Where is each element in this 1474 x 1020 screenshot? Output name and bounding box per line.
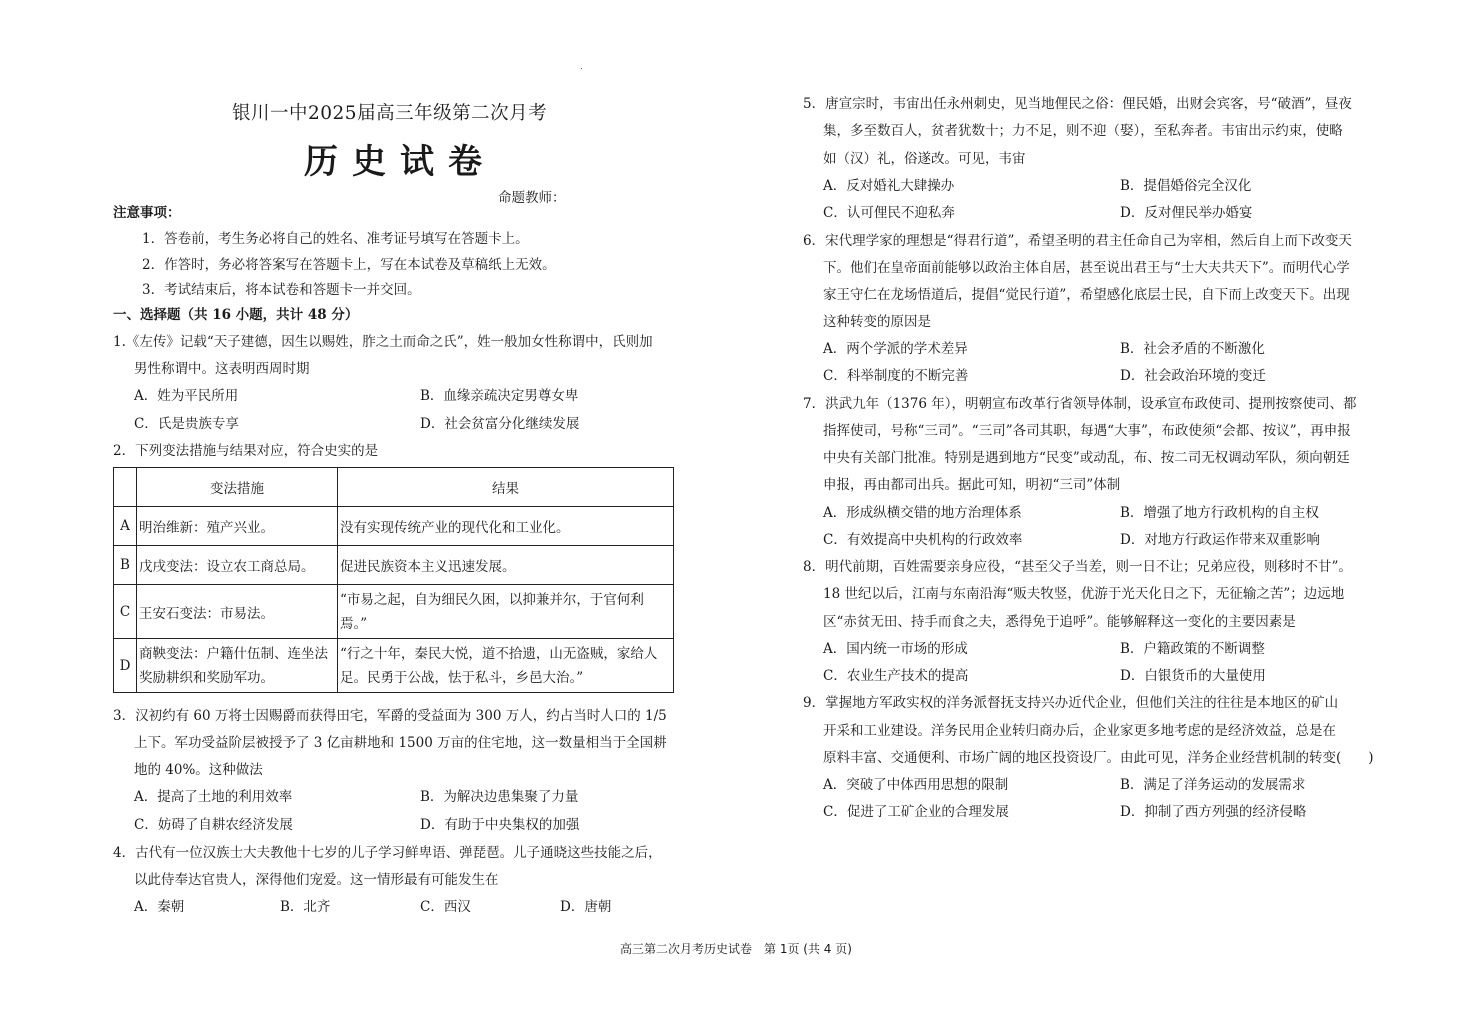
q7-stem: 中央有关部门批准。特别是遇到地方“民变”或动乱，布、按二司无权调动军队，须向朝廷 [823,450,1350,466]
row-result-line: “市易之起，自为细民久困，以抑兼并尔，于官何利 [340,591,644,608]
q4-option-c: C．西汉 [420,899,471,915]
q9-stem: 9．掌握地方军政实权的洋务派督抚支持兴办近代企业，但他们关注的往往是本地区的矿山 [803,695,1339,711]
q9-option-a: A．突破了中体西用思想的限制 [823,777,1009,793]
row-measure: 王安石变法：市易法。 [137,585,338,639]
row-key: B [114,546,137,585]
q1-stem: 男性称谓中。这表明西周时期 [134,361,310,377]
row-result [338,585,674,639]
q6-stem: 这种转变的原因是 [823,314,931,330]
q1-option-c: C．氏是贵族专享 [134,416,239,432]
q5-option-c: C．认可俚民不迎私奔 [823,205,955,221]
row-key: D [114,639,137,693]
row-result-line: 焉。” [340,615,368,632]
q8-option-a: A．国内统一市场的形成 [823,641,968,657]
row-measure-line: 商鞅变法：户籍什伍制、连坐法 [139,645,328,662]
row-key: C [114,585,137,639]
q8-stem: 8．明代前期，百姓需要亲身应役，“甚至父子当差，则一日不让；兄弟应役，则移时不甘”。 [803,559,1352,575]
row-measure-line: 奖励耕织和奖励军功。 [139,669,274,686]
row-measure: 明治维新：殖产兴业。 [137,507,338,546]
q1-option-d: D．社会贫富分化继续发展 [420,416,580,432]
q4-option-a: A．秦朝 [134,899,185,915]
q7-option-d: D．对地方行政运作带来双重影响 [1120,532,1320,548]
note-item: 3．考试结束后，将本试卷和答题卡一并交回。 [142,282,421,298]
q6-option-a: A．两个学派的学术差异 [823,341,968,357]
q3-stem: 地的 40%。这种做法 [134,762,263,778]
note-item: 2．作答时，务必将答案写在答题卡上，写在本试卷及草稿纸上无效。 [142,257,556,273]
q7-option-c: C．有效提高中央机构的行政效率 [823,532,1023,548]
q3-option-a: A．提高了土地的利用效率 [134,789,293,805]
q7-stem: 申报，再由都司出兵。据此可知，明初“三司”体制 [823,477,1121,493]
q4-stem: 4．古代有一位汉族士大夫教他十七岁的儿子学习鲜卑语、弹琵琶。儿子通晓这些技能之后， [113,845,662,861]
q3-option-c: C．妨碍了自耕农经济发展 [134,817,293,833]
q2-stem: 2．下列变法措施与结果对应，符合史实的是 [113,443,379,459]
section-heading: 一、选择题（共 16 小题，共计 48 分） [113,307,359,323]
table-header-row [114,468,674,507]
table-header-cell: 结果 [338,468,674,507]
row-result-line: 足。民勇于公战，怯于私斗，乡邑大治。” [340,669,584,686]
row-result: 促进民族资本主义迅速发展。 [338,546,674,585]
q5-stem: 如（汉）礼，俗遂改。可见，韦宙 [823,151,1026,167]
q3-stem: 3．汉初约有 60 万将士因赐爵而获得田宅，军爵的受益面为 300 万人，约占当时人口的 1/5 [113,708,667,724]
q5-stem: 5．唐宣宗时，韦宙出任永州刺史，见当地俚民之俗：俚民婚，出财会宾客，号“破酒”，昼夜 [803,96,1352,112]
q6-stem: 下。他们在皇帝面前能够以政治主体自居，甚至说出君王与“士大夫共天下”。而明代心学 [823,260,1350,276]
q7-option-b: B．增强了地方行政机构的自主权 [1120,505,1319,521]
exam-title: 银川一中2025届高三年级第二次月考 [232,103,548,124]
row-result-line: “行之十年，秦民大悦，道不拾遗，山无盗贼，家给人 [340,645,658,662]
q5-option-b: B．提倡婚俗完全汉化 [1120,178,1252,194]
row-measure: 戊戌变法：设立农工商总局。 [137,546,338,585]
q9-option-b: B．满足了洋务运动的发展需求 [1120,777,1306,793]
q8-stem: 区“赤贫无田、持手而食之夫，悉得免于追呼”。能够解释这一变化的主要因素是 [823,614,1296,630]
q6-option-c: C．科举制度的不断完善 [823,368,969,384]
q4-option-b: B．北齐 [280,899,331,915]
notes-heading: 注意事项： [113,205,181,221]
q1-option-b: B．血缘亲疏决定男尊女卑 [420,388,579,404]
page-footer: 高三第二次月考历史试卷 第 1页 (共 4 页) [620,942,852,956]
header-dot: . [580,62,583,71]
row-result: 没有实现传统产业的现代化和工业化。 [338,507,674,546]
table-row [114,546,674,585]
q9-option-c: C．促进了工矿企业的合理发展 [823,804,1009,820]
row-key: A [114,507,137,546]
q3-option-b: B．为解决边患集聚了力量 [420,789,579,805]
q6-option-b: B．社会矛盾的不断激化 [1120,341,1265,357]
q9-stem: 原料丰富、交通便利、市场广阔的地区投资设厂。由此可见，洋务企业经营机制的转变( ) [823,750,1374,766]
q5-option-d: D．反对俚民举办婚宴 [1120,205,1253,221]
row-measure [137,639,338,693]
subject-title: 历史试卷 [304,142,496,182]
q8-stem: 18 世纪以后，江南与东南沿海“贩夫牧竖，优游于光天化日之下，无征输之苦”；边远地 [823,586,1345,602]
q9-stem: 开采和工业建设。洋务民用企业转归商办后，企业家更多地考虑的是经济效益，总是在 [823,723,1336,739]
table-row [114,639,674,693]
q3-option-d: D．有助于中央集权的加强 [420,817,580,833]
q8-option-b: B．户籍政策的不断调整 [1120,641,1265,657]
table-row [114,585,674,639]
table-row [114,507,674,546]
row-result [338,639,674,693]
q6-stem: 家王守仁在龙场悟道后，提倡“觉民行道”，希望感化底层士民，自下而上改变天下。出现 [823,287,1350,303]
q4-option-d: D．唐朝 [560,899,612,915]
setter-label: 命题教师： [498,190,566,206]
q7-option-a: A．形成纵横交错的地方治理体系 [823,505,1022,521]
table-header-cell: 变法措施 [137,468,338,507]
q1-option-a: A．姓为平民所用 [134,388,239,404]
q5-stem: 集，多至数百人，贫者犹数十；力不足，则不迎（娶），至私奔者。韦宙出示约束，使略 [823,123,1343,139]
q7-stem: 指挥使司，号称“三司”。“三司”各司其职，每遇“大事”，布政使须“会都、按议”，再申报 [823,423,1351,439]
table-corner-cell [114,468,137,507]
q4-stem: 以此侍奉达官贵人，深得他们宠爱。这一情形最有可能发生在 [134,872,499,888]
q8-option-d: D．白银货币的大量使用 [1120,668,1266,684]
note-item: 1．答卷前，考生务必将自己的姓名、准考证号填写在答题卡上。 [142,231,529,247]
q6-stem: 6．宋代理学家的理想是“得君行道”，希望圣明的君主任命自己为宰相，然后自上而下改变天 [803,233,1352,249]
q1-stem: 1.《左传》记载“天子建德，因生以赐姓，胙之土而命之氏”，姓一般加女性称谓中，氏则加 [113,334,653,350]
q3-stem: 上下。军功受益阶层被授予了 3 亿亩耕地和 1500 万亩的住宅地，这一数量相当于全国耕 [134,735,667,751]
q6-option-d: D．社会政治环境的变迁 [1120,368,1266,384]
q5-option-a: A．反对婚礼大肆操办 [823,178,955,194]
q2-table [113,467,674,693]
q7-stem: 7．洪武九年（1376 年），明朝宣布改革行省领导体制，设承宣布政使司、提刑按察使司、都 [803,396,1357,412]
q9-option-d: D．抑制了西方列强的经济侵略 [1120,804,1307,820]
q8-option-c: C．农业生产技术的提高 [823,668,969,684]
